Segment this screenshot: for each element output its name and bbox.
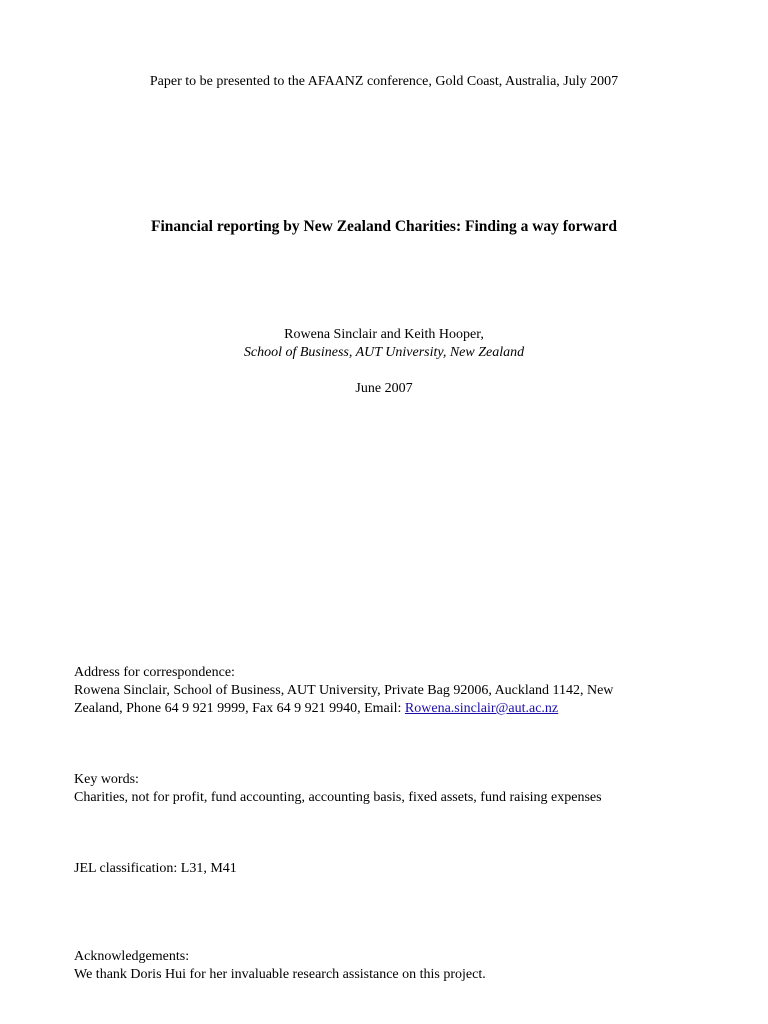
author-names: Rowena Sinclair and Keith Hooper, <box>284 327 484 342</box>
correspondence-line-2 <box>74 700 558 718</box>
correspondence-contact: Zealand, Phone 64 9 921 9999, Fax 64 9 921 9940, Email: <box>74 701 405 716</box>
keywords-heading: Key words: <box>74 772 139 787</box>
paper-date: June 2007 <box>355 381 413 396</box>
paper-title: Financial reporting by New Zealand Charities: Finding a way forward <box>150 218 617 235</box>
author-affiliation: School of Business, AUT University, New Zealand <box>243 345 525 360</box>
email-link[interactable]: Rowena.sinclair@aut.ac.nz <box>404 701 559 716</box>
jel-classification: JEL classification: L31, M41 <box>74 861 237 876</box>
acknowledgements-text: We thank Doris Hui for her invaluable research assistance on this project. <box>74 967 486 982</box>
keywords-text: Charities, not for profit, fund accounting, accounting basis, fixed assets, fund raising expenses <box>74 790 602 805</box>
correspondence-heading: Address for correspondence: <box>74 665 235 680</box>
correspondence-line-1: Rowena Sinclair, School of Business, AUT University, Private Bag 92006, Auckland 1142, New <box>74 683 614 698</box>
conference-note: Paper to be presented to the AFAANZ conference, Gold Coast, Australia, July 2007 <box>149 74 619 89</box>
acknowledgements-heading: Acknowledgements: <box>74 949 190 964</box>
